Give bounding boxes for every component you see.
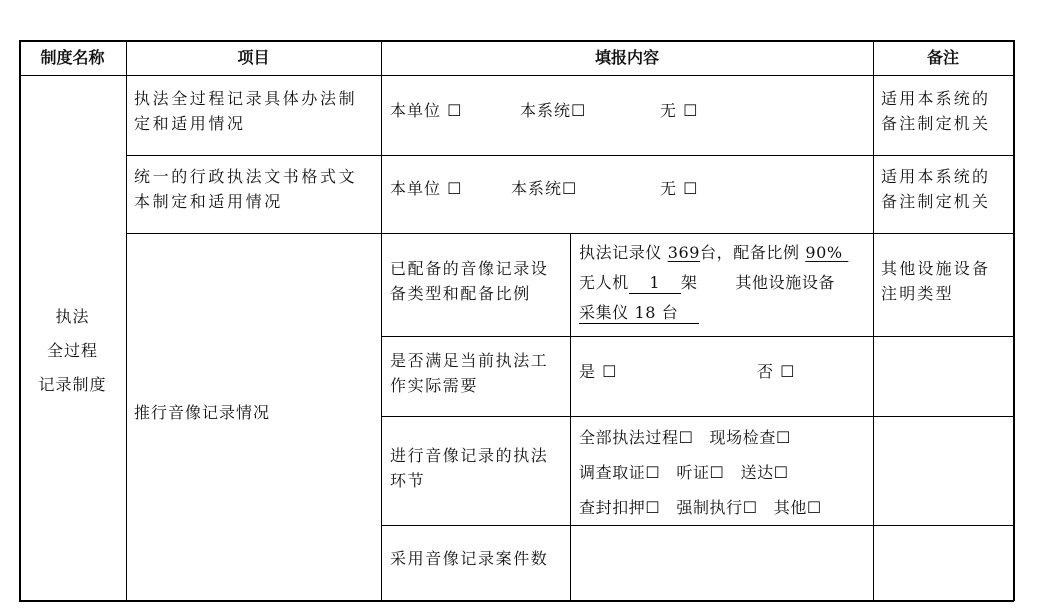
rule-col2 bbox=[381, 40, 382, 601]
stage-seizure[interactable]: 查封扣押☐ bbox=[579, 498, 661, 517]
rule-right bbox=[1013, 40, 1015, 601]
stage-site-inspection[interactable]: 现场检查☐ bbox=[709, 428, 791, 447]
recorder-count[interactable]: 369 bbox=[667, 243, 701, 262]
recorder-mid: 台，配备比例 bbox=[700, 243, 806, 262]
drone-unit: 架 bbox=[680, 273, 698, 292]
equip-collector-line bbox=[579, 298, 871, 328]
stages-label-line1: 进行音像记录的执法 bbox=[390, 446, 549, 465]
equip-note bbox=[881, 256, 1011, 306]
rule-row1-bottom bbox=[126, 155, 1014, 156]
stage-investigation[interactable]: 调查取证☐ bbox=[579, 463, 661, 482]
stages-line2 bbox=[579, 455, 871, 490]
needs-label bbox=[390, 348, 568, 398]
row1-option-unit[interactable]: 本单位 ☐ bbox=[390, 101, 463, 120]
equip-note-line2: 注明类型 bbox=[881, 284, 954, 303]
row1-option-system[interactable]: 本系统☐ bbox=[520, 101, 587, 120]
equip-drone-line bbox=[579, 268, 871, 298]
system-name-line3: 记录制度 bbox=[38, 375, 107, 394]
row2-option-system[interactable]: 本系统☐ bbox=[511, 179, 578, 198]
rule-header-bottom bbox=[19, 75, 1014, 76]
rule-equip-bottom bbox=[381, 336, 1014, 337]
header-item: 项目 bbox=[237, 48, 270, 67]
stages-label-line2: 环节 bbox=[390, 471, 426, 490]
stages-content bbox=[579, 420, 871, 525]
equip-label bbox=[390, 256, 568, 306]
drone-count[interactable]: 1 bbox=[629, 273, 681, 294]
row1-option-none[interactable]: 无 ☐ bbox=[660, 101, 699, 120]
row1-item-line1: 执法全过程记录具体办法制 bbox=[134, 89, 358, 108]
needs-option-no[interactable]: 否 ☐ bbox=[757, 362, 796, 381]
row1-note-line1: 适用本系统的 bbox=[881, 89, 991, 108]
needs-label-line2: 作实际需要 bbox=[390, 376, 479, 395]
row2-note-line2: 备注制定机关 bbox=[881, 192, 991, 211]
stages-label bbox=[390, 443, 568, 493]
other-equipment-text: 其他设施设备 bbox=[735, 273, 836, 292]
row1-note-line2: 备注制定机关 bbox=[881, 114, 991, 133]
row2-item-line1: 统一的行政执法文书格式文 bbox=[134, 167, 358, 186]
cases-value-field[interactable] bbox=[571, 526, 873, 600]
equip-recorder-line bbox=[579, 238, 871, 268]
row1-item bbox=[134, 86, 379, 136]
equip-label-line2: 备类型和配备比例 bbox=[390, 284, 531, 303]
header-system-name: 制度名称 bbox=[40, 48, 105, 67]
system-name-cell bbox=[19, 300, 126, 402]
rule-col1 bbox=[126, 40, 127, 601]
header-note: 备注 bbox=[926, 48, 959, 67]
system-name-line1: 执法 bbox=[55, 307, 90, 326]
row2-note bbox=[881, 164, 1011, 214]
needs-option-yes[interactable]: 是 ☐ bbox=[579, 362, 618, 381]
equip-content bbox=[579, 238, 871, 328]
stage-delivery[interactable]: 送达☐ bbox=[740, 463, 789, 482]
cases-label: 采用音像记录案件数 bbox=[390, 549, 549, 568]
system-name-line2: 全过程 bbox=[46, 341, 98, 360]
collector-count[interactable]: 采集仪 18 台 bbox=[579, 303, 699, 324]
needs-label-line1: 是否满足当前执法工 bbox=[390, 351, 549, 370]
row2-note-line1: 适用本系统的 bbox=[881, 167, 991, 186]
row2-option-unit[interactable]: 本单位 ☐ bbox=[390, 179, 463, 198]
stage-other[interactable]: 其他☐ bbox=[773, 498, 822, 517]
row2-item-line2: 本制定和适用情况 bbox=[134, 192, 283, 211]
stage-hearing[interactable]: 听证☐ bbox=[676, 463, 725, 482]
stages-line1 bbox=[579, 420, 871, 455]
recorder-ratio[interactable]: 90% bbox=[805, 243, 843, 262]
rule-bottom bbox=[19, 600, 1014, 602]
row2-option-none[interactable]: 无 ☐ bbox=[660, 179, 699, 198]
stages-line3 bbox=[579, 490, 871, 525]
stage-enforcement[interactable]: 强制执行☐ bbox=[676, 498, 758, 517]
stage-all-process[interactable]: 全部执法过程☐ bbox=[579, 428, 694, 447]
recorder-prefix: 执法记录仪 bbox=[579, 243, 668, 262]
row1-item-line2: 定和适用情况 bbox=[134, 114, 246, 133]
equip-note-line1: 其他设施设备 bbox=[881, 259, 991, 278]
rule-needs-bottom bbox=[381, 416, 1014, 417]
header-content: 填报内容 bbox=[594, 48, 659, 67]
row1-note bbox=[881, 86, 1011, 136]
av-section-item: 推行音像记录情况 bbox=[134, 403, 271, 422]
equip-label-line1: 已配备的音像记录设 bbox=[390, 259, 549, 278]
row2-item bbox=[134, 164, 379, 214]
rule-col3 bbox=[873, 40, 874, 601]
drone-prefix: 无人机 bbox=[579, 273, 629, 292]
